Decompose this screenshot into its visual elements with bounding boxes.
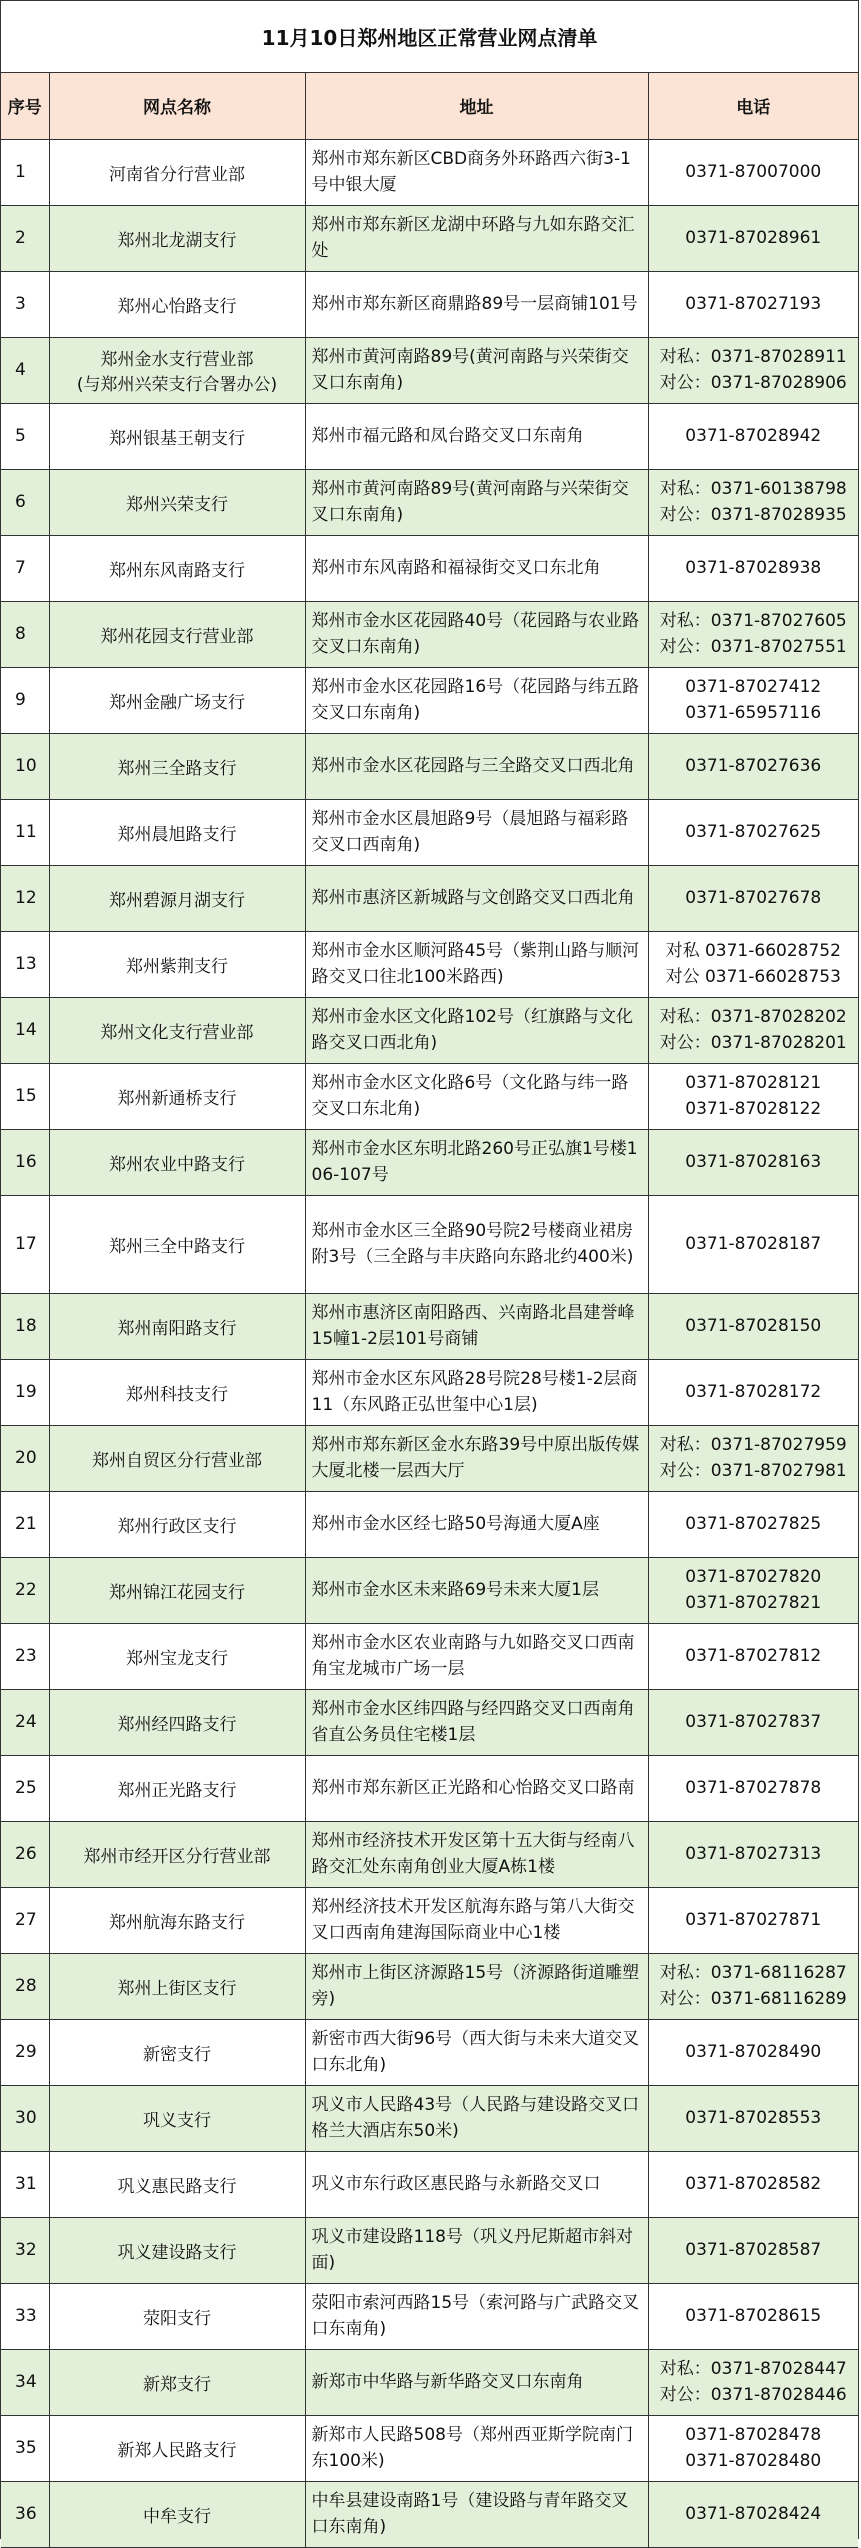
branch-name: 郑州心怡路支行 xyxy=(49,271,305,337)
phone-number: 0371-87028490 xyxy=(685,2042,822,2062)
branch-name: 河南省分行营业部 xyxy=(49,139,305,205)
branch-phone xyxy=(648,139,858,205)
branch-name: 郑州自贸区分行营业部 xyxy=(49,1425,305,1491)
table-row xyxy=(1,337,858,403)
branch-phone xyxy=(648,601,858,667)
branch-name: 郑州正光路支行 xyxy=(49,1755,305,1821)
table-row xyxy=(1,1293,858,1359)
phone-number: 0371-87028187 xyxy=(685,1234,822,1254)
branch-address: 巩义市人民路43号（人民路与建设路交叉口格兰大酒店东50米) xyxy=(305,2085,648,2151)
branch-phone xyxy=(648,2217,858,2283)
row-number: 14 xyxy=(1,997,49,1063)
table-row xyxy=(1,733,858,799)
phone-number: 0371-87028478 xyxy=(685,2425,822,2445)
header-branch-name: 网点名称 xyxy=(49,73,305,139)
phone-number: 0371-87007000 xyxy=(685,162,822,182)
phone-number: 0371-87027837 xyxy=(685,1712,822,1732)
row-number: 32 xyxy=(1,2217,49,2283)
table-row xyxy=(1,139,858,205)
branch-name: 中牟支行 xyxy=(49,2481,305,2547)
row-number: 25 xyxy=(1,1755,49,1821)
phone-number: 0371-87027625 xyxy=(685,822,822,842)
branch-address: 郑州经济技术开发区航海东路与第八大街交叉口西南角建海国际商业中心1楼 xyxy=(305,1887,648,1953)
table-row xyxy=(1,205,858,271)
header-address: 地址 xyxy=(305,73,648,139)
row-number: 23 xyxy=(1,1623,49,1689)
branch-address: 郑州市郑东新区CBD商务外环路西六街3-1号中银大厦 xyxy=(305,139,648,205)
phone-number: 0371-87027878 xyxy=(685,1778,822,1798)
row-number: 2 xyxy=(1,205,49,271)
phone-number: 0371-87028587 xyxy=(685,2240,822,2260)
branch-name: 郑州北龙湖支行 xyxy=(49,205,305,271)
branch-address: 新郑市中华路与新华路交叉口东南角 xyxy=(305,2349,648,2415)
branch-address: 郑州市金水区经七路50号海通大厦A座 xyxy=(305,1491,648,1557)
row-number: 26 xyxy=(1,1821,49,1887)
row-number: 29 xyxy=(1,2019,49,2085)
branch-phone xyxy=(648,1195,858,1293)
row-number: 19 xyxy=(1,1359,49,1425)
phone-number: 0371-87028942 xyxy=(685,426,822,446)
row-number: 6 xyxy=(1,469,49,535)
table-row xyxy=(1,1689,858,1755)
phone-number: 对公 0371-66028753 xyxy=(665,967,841,987)
branch-address: 郑州市金水区顺河路45号（紫荆山路与顺河路交叉口往北100米路西) xyxy=(305,931,648,997)
branch-phone xyxy=(648,865,858,931)
table-row xyxy=(1,1129,858,1195)
table-row xyxy=(1,799,858,865)
table-row xyxy=(1,1887,858,1953)
branch-address: 新郑市人民路508号（郑州西亚斯学院南门东100米) xyxy=(305,2415,648,2481)
branch-phone xyxy=(648,1887,858,1953)
branch-name: 郑州新通桥支行 xyxy=(49,1063,305,1129)
row-number: 8 xyxy=(1,601,49,667)
branch-name: 郑州金水支行营业部 (与郑州兴荣支行合署办公) xyxy=(49,337,305,403)
branch-address: 郑州市福元路和凤台路交叉口东南角 xyxy=(305,403,648,469)
row-number: 36 xyxy=(1,2481,49,2547)
branch-address: 新密市西大街96号（西大街与未来大道交叉口东北角) xyxy=(305,2019,648,2085)
branch-name: 郑州锦江花园支行 xyxy=(49,1557,305,1623)
row-number: 28 xyxy=(1,1953,49,2019)
row-number: 1 xyxy=(1,139,49,205)
row-number: 27 xyxy=(1,1887,49,1953)
branch-address: 郑州市经济技术开发区第十五大街与经南八路交汇处东南角创业大厦A栋1楼 xyxy=(305,1821,648,1887)
table-row xyxy=(1,2085,858,2151)
page-title: 11月10日郑州地区正常营业网点清单 xyxy=(1,1,858,73)
branch-address: 郑州市郑东新区金水东路39号中原出版传媒大厦北楼一层西大厅 xyxy=(305,1425,648,1491)
row-number: 31 xyxy=(1,2151,49,2217)
branch-phone xyxy=(648,2349,858,2415)
row-number: 11 xyxy=(1,799,49,865)
row-number: 7 xyxy=(1,535,49,601)
table-row xyxy=(1,997,858,1063)
branch-name: 新密支行 xyxy=(49,2019,305,2085)
row-number: 33 xyxy=(1,2283,49,2349)
phone-number: 对私：0371-87027959 xyxy=(659,1435,847,1455)
table-row xyxy=(1,1425,858,1491)
branch-phone xyxy=(648,535,858,601)
table-row xyxy=(1,403,858,469)
branch-phone xyxy=(648,205,858,271)
branch-phone xyxy=(648,1129,858,1195)
branch-name: 新郑人民路支行 xyxy=(49,2415,305,2481)
phone-number: 对私：0371-60138798 xyxy=(659,479,847,499)
branch-phone xyxy=(648,2283,858,2349)
branch-phone xyxy=(648,2085,858,2151)
row-number: 4 xyxy=(1,337,49,403)
branch-phone xyxy=(648,1425,858,1491)
table-body xyxy=(1,139,858,2547)
phone-number: 对私：0371-87028911 xyxy=(659,347,847,367)
row-number: 12 xyxy=(1,865,49,931)
table-row xyxy=(1,271,858,337)
table-row xyxy=(1,1491,858,1557)
row-number: 18 xyxy=(1,1293,49,1359)
branch-address: 郑州市金水区农业南路与九如路交叉口西南角宝龙城市广场一层 xyxy=(305,1623,648,1689)
phone-number: 0371-87027678 xyxy=(685,888,822,908)
row-number: 13 xyxy=(1,931,49,997)
branch-name: 郑州金融广场支行 xyxy=(49,667,305,733)
row-number: 30 xyxy=(1,2085,49,2151)
branch-phone xyxy=(648,799,858,865)
phone-number: 对私：0371-87027605 xyxy=(659,611,847,631)
branch-phone xyxy=(648,2415,858,2481)
branch-name: 郑州农业中路支行 xyxy=(49,1129,305,1195)
phone-number: 0371-87028172 xyxy=(685,1382,822,1402)
phone-number: 0371-87027871 xyxy=(685,1910,822,1930)
phone-number: 0371-87028122 xyxy=(685,1099,822,1119)
branch-address: 郑州市上街区济源路15号（济源路街道雕塑旁) xyxy=(305,1953,648,2019)
branch-address: 郑州市金水区花园路16号（花园路与纬五路交叉口东南角) xyxy=(305,667,648,733)
table-row xyxy=(1,2217,858,2283)
table-row xyxy=(1,2481,858,2547)
branch-phone xyxy=(648,2151,858,2217)
branch-address: 郑州市惠济区新城路与文创路交叉口西北角 xyxy=(305,865,648,931)
branch-address: 郑州市黄河南路89号(黄河南路与兴荣街交叉口东南角) xyxy=(305,469,648,535)
table-row xyxy=(1,601,858,667)
table-row xyxy=(1,1557,858,1623)
row-number: 24 xyxy=(1,1689,49,1755)
branch-phone xyxy=(648,2019,858,2085)
phone-number: 0371-87028163 xyxy=(685,1152,822,1172)
branch-name: 郑州市经开区分行营业部 xyxy=(49,1821,305,1887)
branch-name: 郑州航海东路支行 xyxy=(49,1887,305,1953)
branch-address: 巩义市东行政区惠民路与永新路交叉口 xyxy=(305,2151,648,2217)
branch-phone xyxy=(648,271,858,337)
branch-address: 郑州市惠济区南阳路西、兴南路北昌建誉峰15幢1-2层101号商铺 xyxy=(305,1293,648,1359)
row-number: 15 xyxy=(1,1063,49,1129)
phone-number: 对私 0371-66028752 xyxy=(665,941,841,961)
branch-name: 荥阳支行 xyxy=(49,2283,305,2349)
branch-name: 郑州行政区支行 xyxy=(49,1491,305,1557)
header-number: 序号 xyxy=(1,73,49,139)
phone-number: 0371-87028615 xyxy=(685,2306,822,2326)
phone-number: 对私：0371-68116287 xyxy=(659,1963,847,1983)
branch-name: 巩义惠民路支行 xyxy=(49,2151,305,2217)
phone-number: 0371-87027812 xyxy=(685,1646,822,1666)
branch-address: 郑州市金水区东明北路260号正弘旗1号楼106-107号 xyxy=(305,1129,648,1195)
phone-number: 0371-87028938 xyxy=(685,558,822,578)
branch-name: 郑州花园支行营业部 xyxy=(49,601,305,667)
branch-name: 郑州三全中路支行 xyxy=(49,1195,305,1293)
branch-phone xyxy=(648,1491,858,1557)
branch-name: 郑州文化支行营业部 xyxy=(49,997,305,1063)
branch-phone xyxy=(648,469,858,535)
phone-number: 对公：0371-87027981 xyxy=(659,1461,847,1481)
branch-name: 郑州经四路支行 xyxy=(49,1689,305,1755)
phone-number: 0371-65957116 xyxy=(685,703,822,723)
branch-name: 郑州上街区支行 xyxy=(49,1953,305,2019)
branch-address: 郑州市金水区东风路28号院28号楼1-2层商11（东风路正弘世玺中心1层) xyxy=(305,1359,648,1425)
phone-number: 0371-87027825 xyxy=(685,1514,822,1534)
phone-number: 0371-87028582 xyxy=(685,2174,822,2194)
phone-number: 对公：0371-87028201 xyxy=(659,1033,847,1053)
phone-number: 0371-87027193 xyxy=(685,294,822,314)
row-number: 9 xyxy=(1,667,49,733)
table-row xyxy=(1,1195,858,1293)
row-number: 20 xyxy=(1,1425,49,1491)
phone-number: 对私：0371-87028447 xyxy=(659,2359,847,2379)
branch-name: 郑州东风南路支行 xyxy=(49,535,305,601)
branch-name: 郑州碧源月湖支行 xyxy=(49,865,305,931)
branch-name: 郑州南阳路支行 xyxy=(49,1293,305,1359)
branch-address: 郑州市金水区文化路102号（红旗路与文化路交叉口西北角) xyxy=(305,997,648,1063)
phone-number: 对公：0371-68116289 xyxy=(659,1989,847,2009)
branch-phone xyxy=(648,1557,858,1623)
branch-address: 郑州市郑东新区龙湖中环路与九如东路交汇处 xyxy=(305,205,648,271)
phone-number: 0371-87028121 xyxy=(685,1073,822,1093)
branch-name: 郑州银基王朝支行 xyxy=(49,403,305,469)
phone-number: 0371-87027636 xyxy=(685,756,822,776)
table-row xyxy=(1,1755,858,1821)
table-row xyxy=(1,469,858,535)
branch-phone xyxy=(648,337,858,403)
row-number: 21 xyxy=(1,1491,49,1557)
phone-number: 0371-87028150 xyxy=(685,1316,822,1336)
table-row xyxy=(1,2349,858,2415)
table-row xyxy=(1,2151,858,2217)
branch-phone xyxy=(648,667,858,733)
row-number: 17 xyxy=(1,1195,49,1293)
branch-phone xyxy=(648,1359,858,1425)
row-number: 5 xyxy=(1,403,49,469)
branch-phone xyxy=(648,931,858,997)
branch-name: 郑州三全路支行 xyxy=(49,733,305,799)
phone-number: 0371-87027412 xyxy=(685,677,822,697)
branch-address: 郑州市金水区未来路69号未来大厦1层 xyxy=(305,1557,648,1623)
table-row xyxy=(1,2415,858,2481)
branch-address: 中牟县建设南路1号（建设路与青年路交叉口东南角) xyxy=(305,2481,648,2547)
table-row xyxy=(1,865,858,931)
branch-phone xyxy=(648,1821,858,1887)
branch-address: 郑州市金水区文化路6号（文化路与纬一路交叉口东北角) xyxy=(305,1063,648,1129)
branch-phone xyxy=(648,2481,858,2547)
table-header-row xyxy=(1,73,858,139)
row-number: 35 xyxy=(1,2415,49,2481)
branch-address: 郑州市东风南路和福禄街交叉口东北角 xyxy=(305,535,648,601)
branch-name: 新郑支行 xyxy=(49,2349,305,2415)
table-row xyxy=(1,1953,858,2019)
row-number: 22 xyxy=(1,1557,49,1623)
table-row xyxy=(1,931,858,997)
branch-phone xyxy=(648,733,858,799)
branch-table xyxy=(1,73,858,2548)
branch-address: 郑州市郑东新区商鼎路89号一层商铺101号 xyxy=(305,271,648,337)
row-number: 34 xyxy=(1,2349,49,2415)
branch-name: 巩义建设路支行 xyxy=(49,2217,305,2283)
branch-phone xyxy=(648,997,858,1063)
row-number: 16 xyxy=(1,1129,49,1195)
branch-address: 郑州市黄河南路89号(黄河南路与兴荣街交叉口东南角) xyxy=(305,337,648,403)
branch-address: 郑州市金水区三全路90号院2号楼商业裙房附3号（三全路与丰庆路向东路北约400米) xyxy=(305,1195,648,1293)
phone-number: 0371-87027821 xyxy=(685,1593,822,1613)
table-row xyxy=(1,667,858,733)
branch-phone xyxy=(648,1689,858,1755)
phone-number: 对公：0371-87028446 xyxy=(659,2385,847,2405)
branch-address: 郑州市金水区晨旭路9号（晨旭路与福彩路交叉口西南角) xyxy=(305,799,648,865)
branch-address: 郑州市金水区纬四路与经四路交叉口西南角省直公务员住宅楼1层 xyxy=(305,1689,648,1755)
branch-address: 荥阳市索河西路15号（索河路与广武路交叉口东南角) xyxy=(305,2283,648,2349)
branch-name: 郑州晨旭路支行 xyxy=(49,799,305,865)
branch-phone xyxy=(648,1755,858,1821)
branch-name: 郑州宝龙支行 xyxy=(49,1623,305,1689)
branch-phone xyxy=(648,1293,858,1359)
table-row xyxy=(1,1821,858,1887)
branch-name: 郑州紫荆支行 xyxy=(49,931,305,997)
table-row xyxy=(1,1623,858,1689)
table-row xyxy=(1,1359,858,1425)
branch-phone xyxy=(648,1953,858,2019)
row-number: 10 xyxy=(1,733,49,799)
branch-address: 郑州市郑东新区正光路和心怡路交叉口路南 xyxy=(305,1755,648,1821)
phone-number: 0371-87028961 xyxy=(685,228,822,248)
phone-number: 0371-87028553 xyxy=(685,2108,822,2128)
header-phone: 电话 xyxy=(648,73,858,139)
branch-phone xyxy=(648,1063,858,1129)
table-row xyxy=(1,1063,858,1129)
phone-number: 对公：0371-87028906 xyxy=(659,373,847,393)
table-row xyxy=(1,535,858,601)
branch-phone xyxy=(648,403,858,469)
branch-phone xyxy=(648,1623,858,1689)
branch-name: 巩义支行 xyxy=(49,2085,305,2151)
branch-address: 巩义市建设路118号（巩义丹尼斯超市斜对面) xyxy=(305,2217,648,2283)
phone-number: 对公：0371-87028935 xyxy=(659,505,847,525)
phone-number: 0371-87028480 xyxy=(685,2451,822,2471)
branch-name: 郑州兴荣支行 xyxy=(49,469,305,535)
branch-address: 郑州市金水区花园路与三全路交叉口西北角 xyxy=(305,733,648,799)
table-row xyxy=(1,2283,858,2349)
row-number: 3 xyxy=(1,271,49,337)
table-row xyxy=(1,2019,858,2085)
phone-number: 0371-87027313 xyxy=(685,1844,822,1864)
branch-name: 郑州科技支行 xyxy=(49,1359,305,1425)
phone-number: 0371-87027820 xyxy=(685,1567,822,1587)
branch-address: 郑州市金水区花园路40号（花园路与农业路交叉口东南角) xyxy=(305,601,648,667)
phone-number: 对私：0371-87028202 xyxy=(659,1007,847,1027)
phone-number: 对公：0371-87027551 xyxy=(659,637,847,657)
phone-number: 0371-87028424 xyxy=(685,2504,822,2524)
